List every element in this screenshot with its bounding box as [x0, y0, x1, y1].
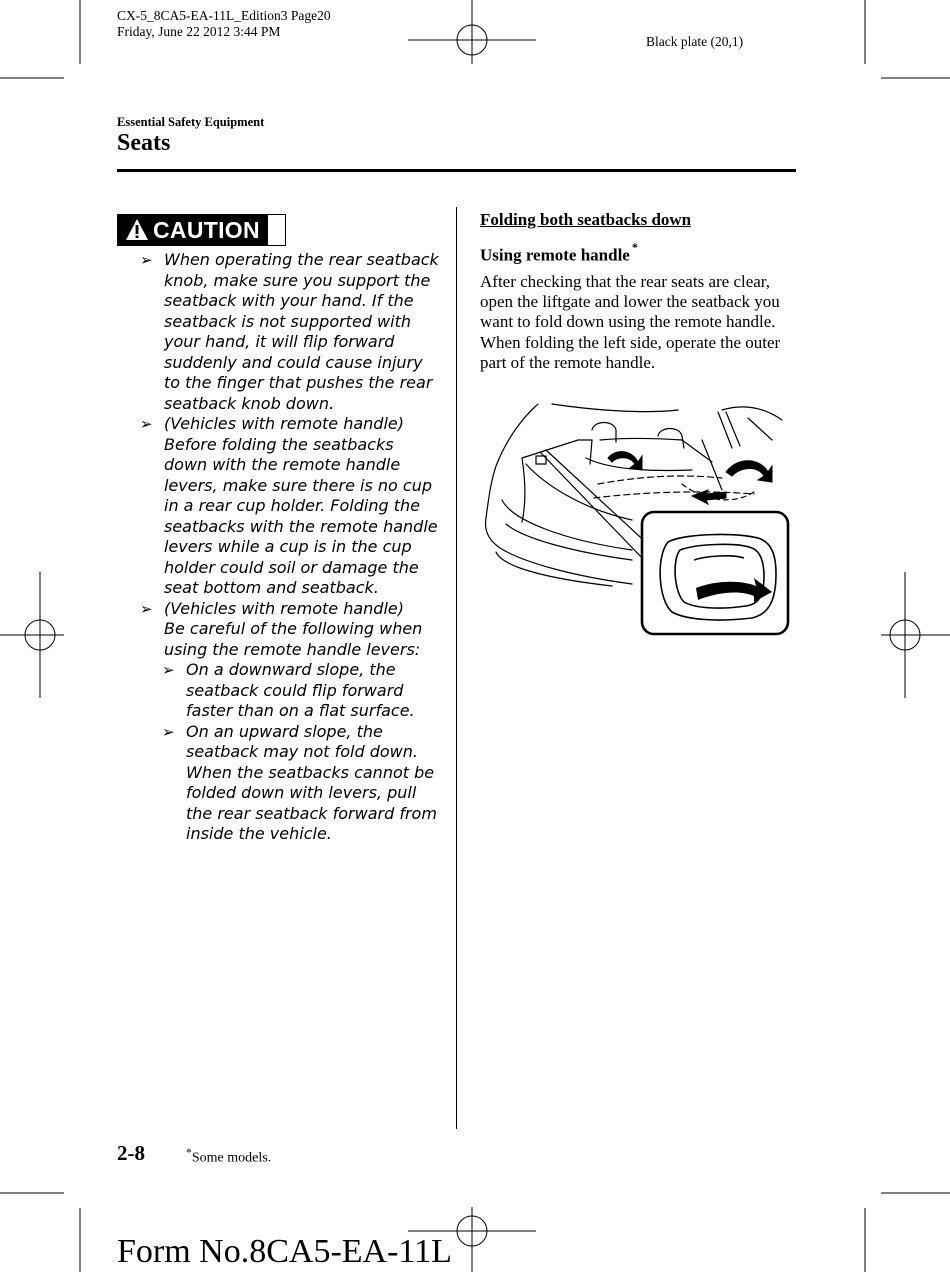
page-number: 2-8 — [117, 1141, 145, 1165]
footnote — [186, 1146, 271, 1167]
arrow-bullet-icon: ➢ — [140, 251, 153, 269]
caution-item-text: Before folding the seatbacks down with the remote handle levers, make sure there is no cup in a rear cup holder. Folding the seatbacks with the remote handle levers while a cup is in the cup holder could soil or damage the seat bottom and seatback. — [164, 434, 438, 597]
instruction-paragraph: After checking that the rear seats are clear, open the liftgate and lower the seatback you want to fold down using the remote handle. — [480, 271, 780, 332]
caution-box — [117, 214, 286, 246]
right-column — [480, 208, 800, 374]
caution-subitem-text: On a downward slope, the seatback could flip forward faster than on a flat surface. — [186, 660, 415, 720]
caution-subitem-text: On an upward slope, the seatback may not fold down. When the seatbacks cannot be folded down with levers, pull the rear seatback forward from inside the vehicle. — [186, 721, 437, 843]
caution-item-text: Be careful of the following when using the remote handle levers: — [164, 619, 423, 659]
print-header — [117, 8, 331, 40]
title-rule — [117, 169, 796, 172]
caution-badge — [118, 215, 268, 245]
warning-icon — [125, 218, 149, 241]
column-divider — [456, 207, 457, 1129]
section-label: Essential Safety Equipment — [117, 115, 265, 129]
caution-item-text: When operating the rear seatback knob, make sure you support the seatback with your hand. If the seatback is not supported with your hand, it will flip forward suddenly and could cause injury to the finger that pushes the rear seatback knob down. — [164, 250, 439, 413]
caution-subitem — [162, 660, 440, 722]
print-file-line: CX-5_8CA5-EA-11L_Edition3 Page20 — [117, 8, 331, 23]
caution-subitem — [162, 722, 440, 845]
caution-item-condition: (Vehicles with remote handle) — [164, 598, 404, 618]
print-date-line: Friday, June 22 2012 3:44 PM — [117, 24, 281, 39]
arrow-bullet-icon: ➢ — [162, 661, 175, 679]
arrow-bullet-icon: ➢ — [162, 722, 175, 741]
caution-item — [140, 414, 440, 599]
instruction-paragraph: When folding the left side, operate the outer part of the remote handle. — [480, 332, 781, 373]
subheading — [480, 238, 800, 268]
caution-label: CAUTION — [153, 217, 260, 243]
caution-item-condition: (Vehicles with remote handle) — [164, 414, 404, 433]
remote-handle-illustration — [482, 400, 794, 640]
caution-item — [140, 599, 440, 661]
footnote-text: Some models. — [191, 1150, 272, 1166]
section-heading: Folding both seatbacks down — [480, 210, 692, 229]
arrow-bullet-icon: ➢ — [140, 599, 153, 618]
plate-label: Black plate (20,1) — [646, 34, 744, 49]
caution-item — [140, 250, 440, 414]
page-title: Seats — [117, 130, 171, 156]
form-number: Form No.8CA5-EA-11L — [117, 1233, 452, 1270]
subheading-text: Using remote handle — [480, 245, 630, 265]
footnote-mark: * — [186, 1146, 192, 1159]
arrow-bullet-icon: ➢ — [140, 415, 153, 433]
caution-list — [140, 250, 440, 845]
subheading-mark: * — [631, 240, 638, 254]
